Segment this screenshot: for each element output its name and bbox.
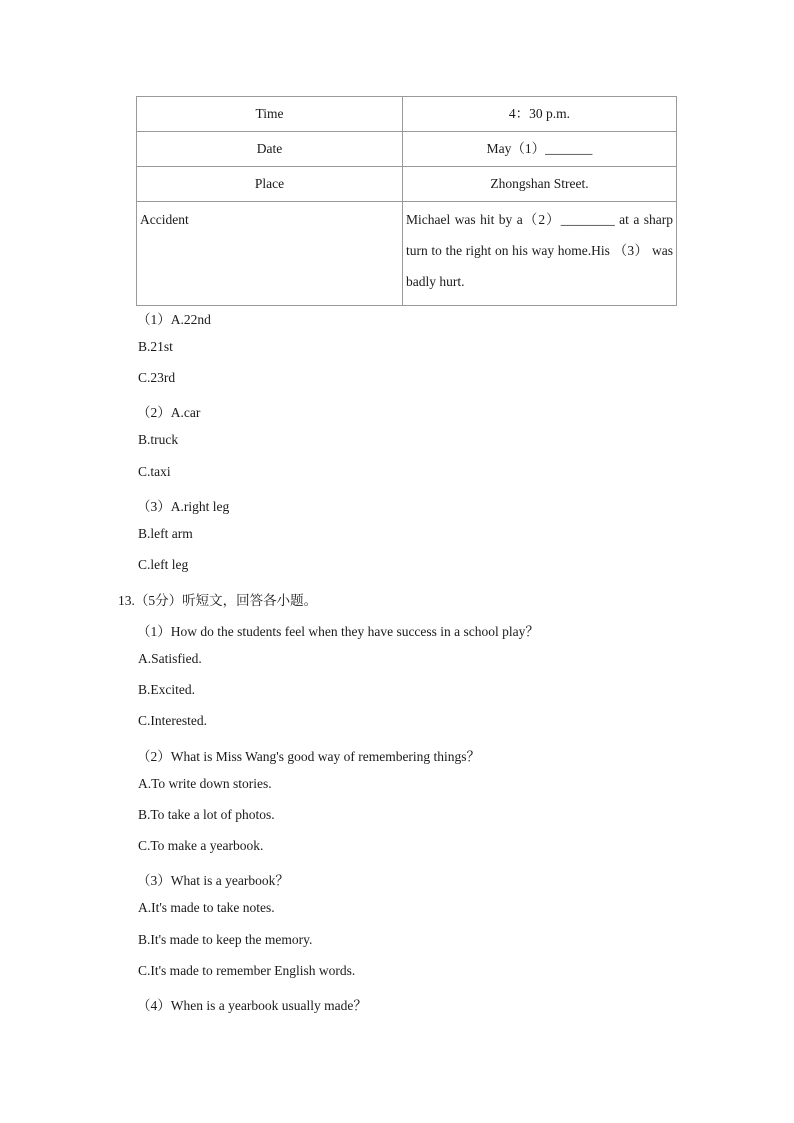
q13-sub2-option-a: A.To write down stories. (138, 776, 272, 791)
q13-sub2-option-b: B.To take a lot of photos. (138, 807, 275, 822)
q13-sub3-option-a: A.It's made to take notes. (138, 900, 275, 915)
table-cell-label: Place (137, 167, 403, 202)
table-cell-value: Michael was hit by a（2）________ at a sharp turn to the right on his way home.His （3） was badly hurt. (403, 202, 677, 306)
table-cell-value: 4：30 p.m. (403, 97, 677, 132)
q13-sub4-stem: （4）When is a yearbook usually made？ (137, 998, 367, 1013)
table-cell-label: Date (137, 132, 403, 167)
q12-sub1-option-b: B.21st (138, 339, 173, 354)
q13-sub3-stem: （3）What is a yearbook？ (137, 873, 289, 888)
table-cell-value: May（1）_______ (403, 132, 677, 167)
q13-sub1-option-a: A.Satisfied. (138, 651, 202, 666)
q13-sub1-option-c: C.Interested. (138, 713, 207, 728)
accident-info-table (136, 96, 677, 306)
q12-sub3-option-c: C.left leg (138, 557, 189, 572)
table-cell-label: Time (137, 97, 403, 132)
table-row (137, 97, 677, 132)
table-cell-label: Accident (137, 202, 403, 306)
q13-sub1-option-b: B.Excited. (138, 682, 195, 697)
q12-sub3-option-a: （3）A.right leg (137, 499, 230, 514)
q13-sub3-option-b: B.It's made to keep the memory. (138, 932, 313, 947)
q13-sub2-option-c: C.To make a yearbook. (138, 838, 264, 853)
table-row (137, 167, 677, 202)
table-row (137, 132, 677, 167)
q12-sub2-option-c: C.taxi (138, 464, 171, 479)
q13-sub3-option-c: C.It's made to remember English words. (138, 963, 356, 978)
q12-sub2-option-b: B.truck (138, 432, 179, 447)
table-cell-value: Zhongshan Street. (403, 167, 677, 202)
q12-sub1-option-a: （1）A.22nd (137, 312, 211, 327)
q12-sub3-option-b: B.left arm (138, 526, 193, 541)
q13-header: 13.（5分）听短文，回答各小题。 (118, 593, 318, 608)
q12-sub2-option-a: （2）A.car (137, 405, 201, 420)
q12-sub1-option-c: C.23rd (138, 370, 176, 385)
q13-sub1-stem: （1）How do the students feel when they have success in a school play？ (137, 624, 539, 639)
q13-sub2-stem: （2）What is Miss Wang's good way of remembering things？ (137, 749, 481, 764)
table-row (137, 202, 677, 306)
